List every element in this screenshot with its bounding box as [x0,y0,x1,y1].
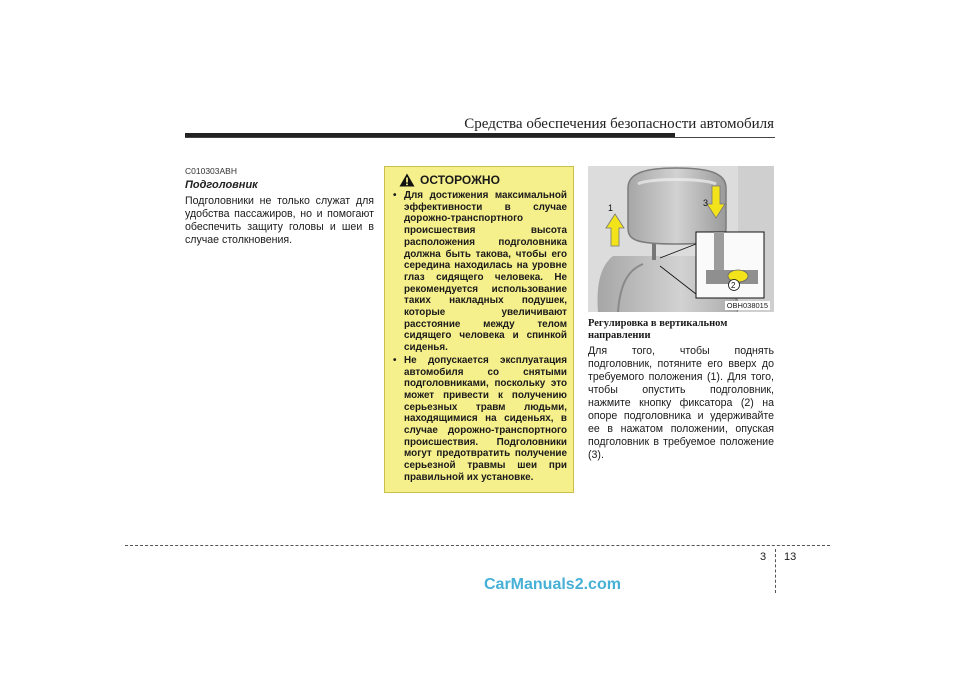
figure-code: OBH038015 [726,301,768,310]
svg-text:1: 1 [608,203,614,213]
adjustment-text: Для того, чтобы поднять подголовник, потяните его вверх до требуемого положения (1). Для того, чтобы опустить подголовник, нажмите кнопку фиксатора (2) на опоре подголовника и удерживайте ее в нажатом положении, опуская подголовник в требуемое положение (3). [588,345,774,461]
bullet-icon: • [393,354,397,366]
caution-header [399,173,567,187]
caution-item-text: Для достижения максимальной эффективности в случае дорожно-транспортного происшествия высота расположения подголовника должна быть такова, чтобы его середина находилась на уровне глаз сидящего человека. Не рекомендуется использование таких накладных подушек, которые увеличивают расстояние между телом сидящего человека и спинкой сиденья. [404,190,567,354]
header-rule-thin [185,137,775,138]
svg-text:3: 3 [703,198,709,208]
watermark-link[interactable]: CarManuals2.com [484,576,621,593]
section-header-title: Средства обеспечения безопасности автомобиля [464,116,774,132]
bullet-icon: • [393,190,397,201]
chapter-number: 3 [760,551,767,563]
section-code: C010303ABH [185,166,237,176]
left-column [185,166,374,247]
warning-triangle-icon [399,173,415,187]
caution-box [384,166,574,493]
headrest-intro-text: Подголовники не только служат для удобства пассажиров, но и помогают обеспечить защиту головы и шеи в случае столкновения. [185,195,374,246]
right-column [588,318,774,462]
caution-title: ОСТОРОЖНО [420,173,500,187]
headrest-figure [588,166,774,312]
caution-item-text: Не допускается эксплуатация автомобиля со снятыми подголовниками, поскольку это может привести к получению серьезных травм людьми, находящимися на сиденьях, в случае дорожно-транспортного происшествия. Подголовники могут предотвратить получение серьезной травмы шеи при правильной их установке. [404,354,567,483]
page-separator [775,549,776,593]
page-number: 13 [784,551,797,563]
caution-item [393,190,567,354]
caution-item [393,355,567,484]
adjustment-subtitle: Регулировка в вертикальном направлении [588,318,728,341]
caution-list [393,190,567,484]
footer-rule [125,545,830,546]
svg-text:2: 2 [731,281,736,290]
headrest-illustration [588,166,774,312]
section-title: Подголовник [185,179,258,191]
